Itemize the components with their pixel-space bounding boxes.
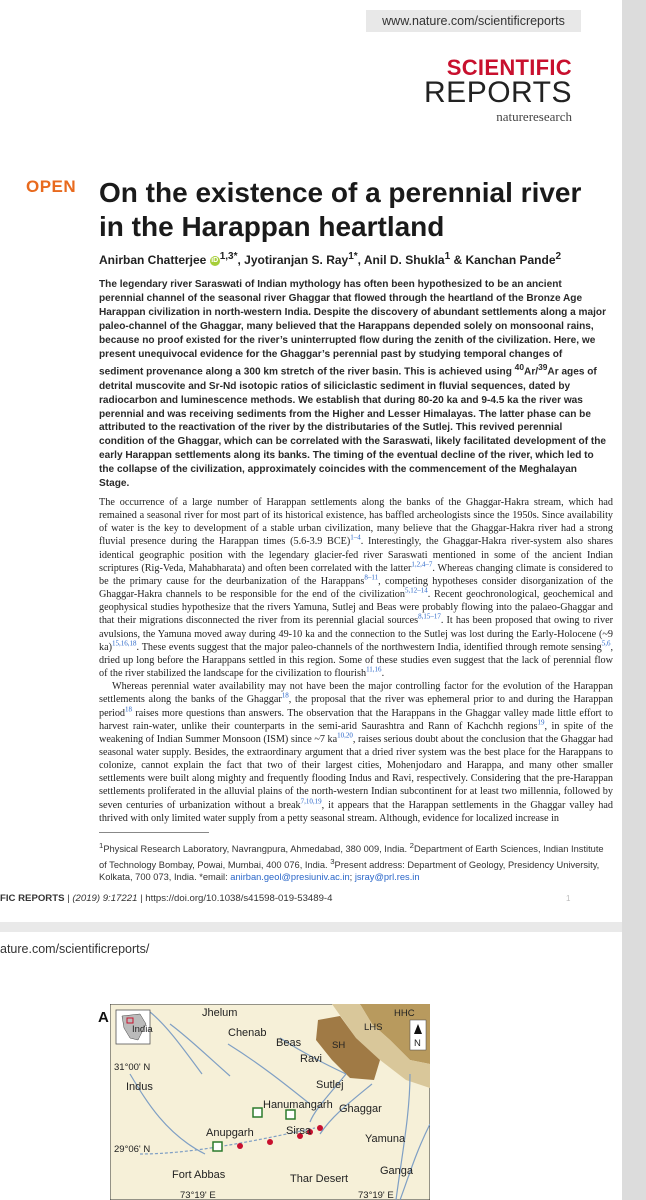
affiliations-footnote [99,840,609,883]
article-page-2 [0,932,622,1200]
river-label: Chenab [228,1027,267,1039]
author-name[interactable]: & Kanchan Pande [450,253,556,267]
citation-link[interactable]: 19 [537,718,545,727]
body-text: . These events suggest that the major paleo-channels of the northwestern India, identified through remote sensing [136,641,602,653]
longitude-label-right: 73°19' E [358,1190,394,1200]
footer-separator: | [64,893,73,904]
journal-logo-scientific: SCIENTIFIC [446,55,572,80]
affiliation-marker: 3 [330,856,335,866]
river-label: Ghaggar [339,1103,382,1115]
latitude-label-top: 31°00' N [114,1062,151,1073]
body-text: The occurrence of a large number of Harappan settlements along the banks of the Ghaggar-Hakra stream, which had remained a seasonal river for most part of its historical existence, has baffled archeologists since the 1950s. Since availability of water is the key to development of a stable urban civilization, many believe that the Ghaggar-Hakra river had a strong fluvial presence during the Harappan times (5.6-3.9 BCE) [99,497,613,548]
body-text: , the proposal that the river was ephemeral prior to and during the Harappan period [99,694,614,719]
latitude-label-bottom: 29°06' N [114,1144,151,1155]
river-label: Indus [126,1081,153,1093]
orcid-icon[interactable]: iD [211,256,219,264]
citation-link[interactable]: 18 [125,705,133,714]
abstract-text: Ar ages of detrital muscovite and Sr-Nd isotopic ratios of siliciclastic sediment in fluvial sequences, dated by radiocarbon and luminescence methods. We establish that during 80-20 ka and 9-4.5 ka the river was perennial and was receiving sediments from the Higher and Lesser Himalayas. The latter phase can be attributed to the reactivation of the river by the distributaries of the Sutlej. This revived perennial condition of the Ghaggar, which can be correlated with the Saraswati, likely facilitated development of the early Harappan settlements along its banks. The timing of the eventual decline of the river, which led to the collapse of the civilization, approximately coincides with the commencement of the Meghalayan Stage. [99,366,607,490]
citation-link[interactable]: 10,20 [337,731,353,740]
site-marker[interactable] [317,1125,323,1131]
body-text: , in spite of the weakening of Indian Summer Monsoon (ISM) since ~7 ka [99,720,613,745]
north-label: N [414,1038,421,1049]
citation-link[interactable]: 1–4 [350,534,361,543]
inset-label: India [132,1024,153,1035]
zone-label: HHC [394,1008,415,1019]
north-arrow-icon [410,1020,426,1050]
figure-panel-label: A [98,1009,109,1026]
open-access-label: OPEN [26,177,77,196]
sample-site-marker[interactable] [253,1108,262,1117]
article-body [99,496,613,825]
abstract [99,278,607,491]
zone-label: SH [332,1040,346,1051]
journal-url-banner[interactable]: www.nature.com/scientificreports [366,10,581,32]
river-label: Yamuna [365,1133,406,1145]
page-number: 1 [566,894,571,903]
viewer-gutter [622,0,646,1200]
body-text: . It has been proposed that owing to river avulsions, the Yamuna moved away during 49-10 ka and the connection to the Sutlej was lost during the Early-Holocene (~9 ka) [99,615,613,653]
publisher-name: natureresearch [496,109,572,124]
citation-link[interactable]: 15,16,18 [112,639,137,648]
affiliation-marker: 2 [409,841,414,850]
email-link[interactable]: jsray@prl.res.in [354,872,420,882]
site-marker[interactable] [237,1143,243,1149]
body-paragraph [99,496,613,680]
footnote-divider [99,832,209,833]
body-text: . Whereas changing climate is considered to be the primary cause for the deurbanization of the Harappans [99,562,613,587]
river-label: Beas [276,1037,302,1049]
isotope-superscript: 40 [514,362,525,373]
study-area-map [110,1004,430,1200]
sample-site-marker[interactable] [213,1142,222,1151]
citation-link[interactable]: 1,2,4–7 [411,560,433,569]
abstract-text: Ar/ [524,366,539,378]
article-title: On the existence of a perennial river in the Harappan heartland [99,177,582,242]
author-name[interactable]: , Jyotiranjan S. Ray [237,253,349,267]
author-affiliation-marker: 1,3* [219,251,238,262]
page-footer [0,893,600,904]
place-label: Thar Desert [290,1173,349,1185]
affiliation-text: Department of Earth Sciences, Indian Institute of Technology Bombay, Powai, Mumbai, 400 076, India. [99,844,604,870]
body-text: . [381,668,385,680]
citation-link[interactable]: 8,15–17 [418,613,441,622]
longitude-label-left: 73°19' E [180,1190,216,1200]
footer-citation: (2019) 9:17221 [72,893,138,904]
body-text: , it appears that the Harappan settlements in the Ghaggar valley had thrived with only limited water supply from a petty seasonal stream. Although, evidence for localized increase in [99,799,613,824]
author-name[interactable]: , Anil D. Shukla [357,253,445,267]
citation-link[interactable]: 18 [281,691,289,700]
site-marker[interactable] [267,1139,273,1145]
journal-logo-reports: REPORTS [424,76,572,109]
place-label: Anupgarh [206,1127,254,1139]
river-label: Ravi [300,1053,323,1065]
place-label: Sirsa [286,1125,312,1137]
body-text: , dried up long before the Harappans settled in this region. Some of these studies even suggest that the lack of perennial flow of the river stabilized the landscape for the civilization to flourish [99,641,613,680]
citation-link[interactable]: 7,10,19 [300,797,322,806]
isotope-superscript: 39 [538,362,548,373]
abstract-text: The legendary river Saraswati of Indian mythology has often been hypothesized to be an ancient perennial channel of the seasonal river Ghaggar that flowed through the heartland of the Bronze Age Harappan civilization in north-western India. Despite the discovery of abundant settlements along a major paleo-channel of the Ghaggar, many believed that the Harappans depended solely on monsoonal rains, because no proof existed for the river’s uninterrupted flow during the zenith of the civilization. Here, we present unequivocal evidence for the Ghaggar’s perennial past by studying temporal changes of sediment provenance along a 300 km stretch of the river basin. This is achieved using [99,279,607,378]
sample-site-marker[interactable] [286,1110,295,1119]
place-label: Hanumangarh [263,1099,333,1111]
place-label: Fort Abbas [172,1169,226,1181]
river-label: Ganga [380,1165,414,1177]
affiliation-text: Physical Research Laboratory, Navrangpura, Ahmedabad, 380 009, India. [103,844,410,855]
author-affiliation-marker: 1 [444,251,451,262]
citation-link[interactable]: 5,12–14 [404,586,428,595]
citation-link[interactable]: 11,16 [366,665,382,674]
author-affiliation-marker: 1* [348,251,358,262]
affiliation-marker: 1 [99,841,104,850]
citation-link[interactable]: 8–11 [364,573,379,582]
river-label: Sutlej [316,1079,344,1091]
body-text: raises more questions than answers. The observation that the Harappans in the Ghaggar valley made little effort to harvest rain-water, unlike their counterparts in the semi-arid Saurashtra and Rann of Kachchh regions [99,707,613,732]
citation-link[interactable]: 5,6 [601,639,611,648]
body-text: . Recent geochronological, geochemical and geophysical studies hypothesize that the rivers Yamuna, Sutlej and Beas were probably flowing into the palaeo-Ghaggar and that their migrations disconnected the river from its perennial glacial sources [99,589,613,627]
author-affiliation-marker: 2 [555,251,562,262]
author-name[interactable]: Anirban Chatterjee [99,253,207,267]
affiliation-text: ; [349,872,355,882]
author-list [99,251,599,267]
zone-label: LHS [364,1022,383,1033]
body-text: , competing hypotheses consider disorganization of the Ghaggar-Hakra channels to be responsible for the end of the civilization [99,575,613,601]
journal-logo [424,56,572,127]
body-text: , raises serious doubt about the conclusion that the Ghaggar had seasonal water supply. Besides, the extraordinary argument that a dried river system was the best place for the Harappans to colonize, cannot explain the fact that two of their largest cities, Mohenjodaro and Harappa, and many other smaller settlements were built along mighty and frequently flooding Indus and Ravi, respectively. Considering that the pre-Harappan settlements proliferated in the alluvial plains of the north-western Indian subcontinent for at least two millennia, followed by seven centuries of urbanization without a break [99,733,613,811]
affiliation-text: Present address: Department of Geology, Presidency University, Kolkata, 700 073, India. *email: [99,859,600,882]
body-text: Whereas perennial water availability may not have been the major controlling factor for the evolution of the Harappan settlements along the banks of the Ghaggar [99,681,613,706]
footer-doi[interactable]: | https://doi.org/10.1038/s41598-019-53489-4 [137,893,333,904]
body-paragraph [99,680,613,825]
body-text: . Interestingly, the Ghaggar-Hakra river-system also shares identical geographic position with the legendary glacier-fed river Saraswati mentioned in some of the ancient Indian scriptures (Rig-Veda, Mahabharata) and often been correlated with the latter [99,536,613,574]
river-label: Jhelum [202,1007,238,1019]
email-link[interactable]: anirban.geol@presiuniv.ac.in [230,872,350,882]
journal-url-banner[interactable]: ature.com/scientificreports/ [0,942,150,956]
footer-journal: FIC REPORTS [0,893,65,904]
